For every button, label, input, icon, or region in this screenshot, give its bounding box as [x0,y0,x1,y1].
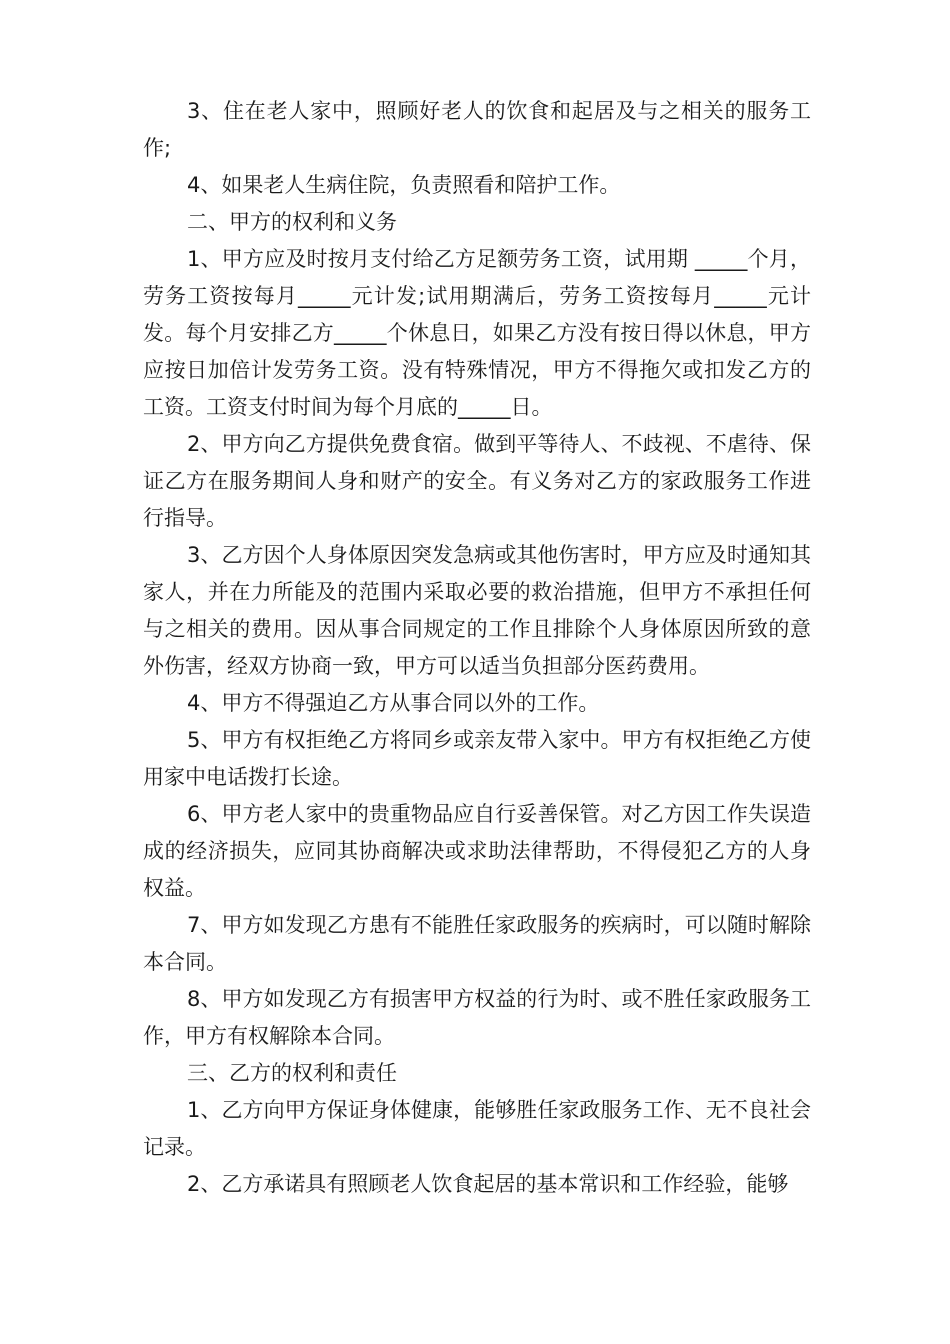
paragraph-no-forced-work: 4、甲方不得强迫乙方从事合同以外的工作。 [187,691,600,715]
paragraph-care-duties: 3、住在老人家中，照顾好老人的饮食和起居及与之相关的服务工作; [143,99,811,160]
paragraph-wages: 1、甲方应及时按月支付给乙方足额劳务工资，试用期 _____个月，劳务工资按每月_____元计发;试用期满后，劳务工资按每月_____元计发。每个月安排乙方_____个休息日，如果乙方没有按日得以休息，甲方应按日加倍计发劳务工资。没有特殊情况，甲方不得拖欠或扣发乙方的工资。工资支付时间为每个月底的_____日。 [143,247,811,419]
document-page [143,93,811,1203]
paragraph-board-lodging: 2、甲方向乙方提供免费食宿。做到平等待人、不歧视、不虐待、保证乙方在服务期间人身和财产的安全。有义务对乙方的家政服务工作进行指导。 [143,432,811,530]
paragraph-disease-termination: 7、甲方如发现乙方患有不能胜任家政服务的疾病时，可以随时解除本合同。 [143,913,811,974]
section-heading-party-a: 二、甲方的权利和义务 [187,210,397,234]
paragraph-experience: 2、乙方承诺具有照顾老人饮食起居的基本常识和工作经验，能够 [187,1172,789,1196]
paragraph-hospital-duties: 4、如果老人生病住院，负责照看和陪护工作。 [187,173,621,197]
paragraph-misconduct-termination: 8、甲方如发现乙方有损害甲方权益的行为时、或不胜任家政服务工作，甲方有权解除本合同。 [143,987,811,1048]
paragraph-illness: 3、乙方因个人身体原因突发急病或其他伤害时，甲方应及时通知其家人，并在力所能及的范围内采取必要的救治措施，但甲方不承担任何与之相关的费用。因从事合同规定的工作且排除个人身体原因所致的意外伤害，经双方协商一致，甲方可以适当负担部分医药费用。 [143,543,811,678]
paragraph-visitors-phone: 5、甲方有权拒绝乙方将同乡或亲友带入家中。甲方有权拒绝乙方使用家中电话拨打长途。 [143,728,811,789]
paragraph-health-guarantee: 1、乙方向甲方保证身体健康，能够胜任家政服务工作、无不良社会记录。 [143,1098,811,1159]
section-heading-party-b: 三、乙方的权利和责任 [187,1061,397,1085]
paragraph-valuables: 6、甲方老人家中的贵重物品应自行妥善保管。对乙方因工作失误造成的经济损失，应同其协商解决或求助法律帮助，不得侵犯乙方的人身权益。 [143,802,811,900]
